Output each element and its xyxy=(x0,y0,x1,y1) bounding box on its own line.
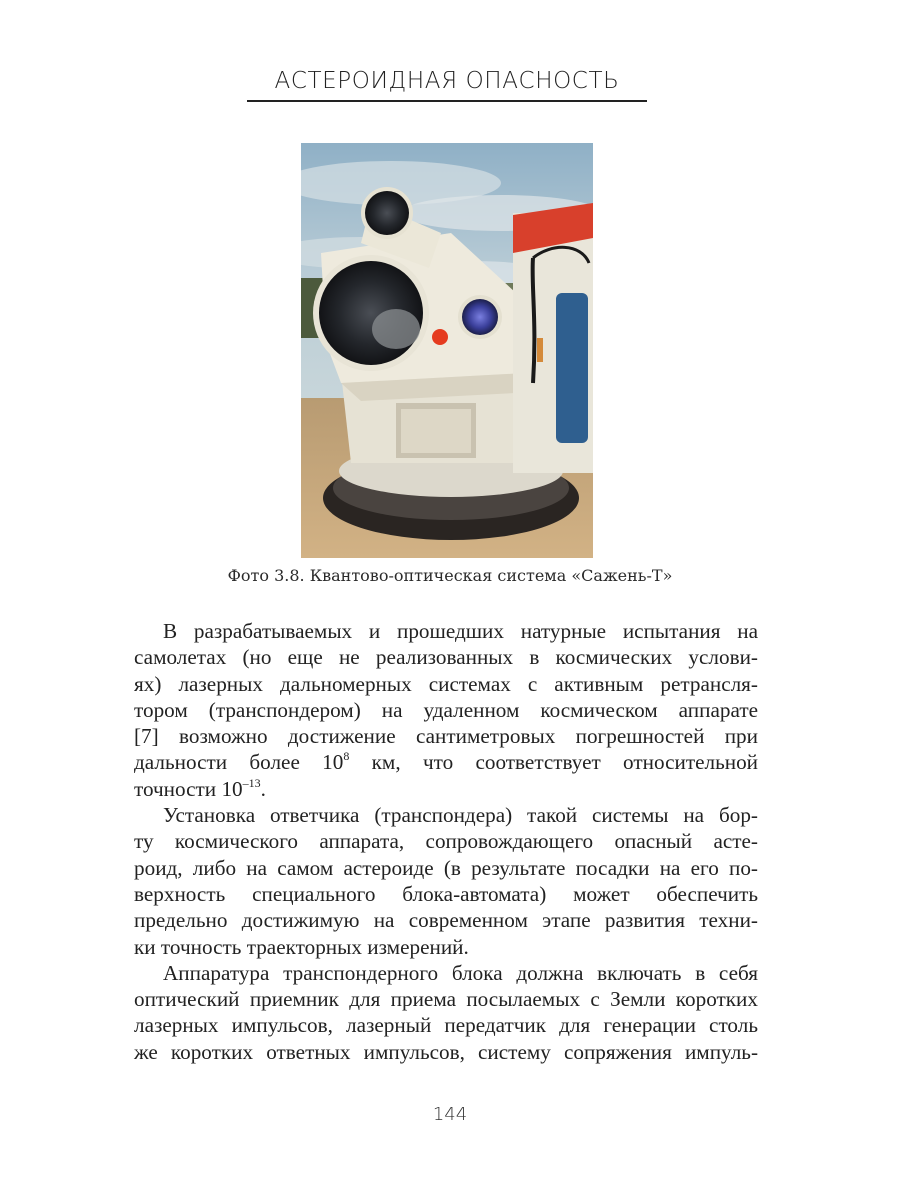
text-line: Аппаратура транспондерного блока должна включать в себя xyxy=(163,960,758,985)
text-line: ях) лазерных дальномерных системах с активным ретрансля- xyxy=(134,671,758,696)
text-line: самолетах (но еще не реализованных в космических услови- xyxy=(134,645,758,670)
text-line: верхность специального блока-автомата) может обеспечить xyxy=(134,881,758,906)
text-line: В разрабатываемых и прошедших натурные испытания на xyxy=(163,619,758,643)
running-head: АСТЕРОИДНАЯ ОПАСНОСТЬ xyxy=(274,68,620,94)
text-line: тором (транспондером) на удаленном космическом аппарате xyxy=(134,697,758,722)
body-text xyxy=(134,618,758,1065)
text-fragment: дальности более 10 xyxy=(134,750,344,775)
text-fragment: точности 10 xyxy=(134,776,243,801)
text-line: [7] возможно достижение сантиметровых погрешностей при xyxy=(134,724,758,749)
header-rule xyxy=(247,100,647,102)
text-fragment: км, что соответствует относительной xyxy=(349,750,759,775)
paragraph-3 xyxy=(134,960,758,1065)
exponent: –13 xyxy=(242,775,261,790)
text-line: лазерных импульсов, лазерный передатчик для генерации столь xyxy=(134,1013,758,1038)
exponent: 8 xyxy=(343,749,350,764)
paragraph-1 xyxy=(134,618,758,802)
text-line-with-superscript xyxy=(134,776,758,802)
text-line: ки точность траекторных измерений. xyxy=(134,934,469,959)
page-number: 144 xyxy=(432,1104,468,1125)
text-line: ту космического аппарата, сопровождающего опасный асте- xyxy=(134,829,758,854)
figure-caption: Фото 3.8. Квантово-оптическая система «Сажень-Т» xyxy=(227,566,673,585)
text-fragment: . xyxy=(260,776,266,801)
text-line: оптический приемник для приема посылаемых с Земли коротких xyxy=(134,987,758,1012)
text-line-with-superscript xyxy=(134,749,758,775)
text-line: роид, либо на самом астероиде (в результате посадки на его по- xyxy=(134,855,758,880)
text-line: предельно достижимую на современном этапе развития техни- xyxy=(134,908,758,933)
paragraph-2 xyxy=(134,802,758,960)
telescope-photo-illustration xyxy=(301,143,593,558)
text-line: Установка ответчика (транспондера) такой системы на бор- xyxy=(163,803,758,828)
figure-photo xyxy=(301,143,593,558)
text-line: же коротких ответных импульсов, систему сопряжения импуль- xyxy=(134,1039,758,1064)
